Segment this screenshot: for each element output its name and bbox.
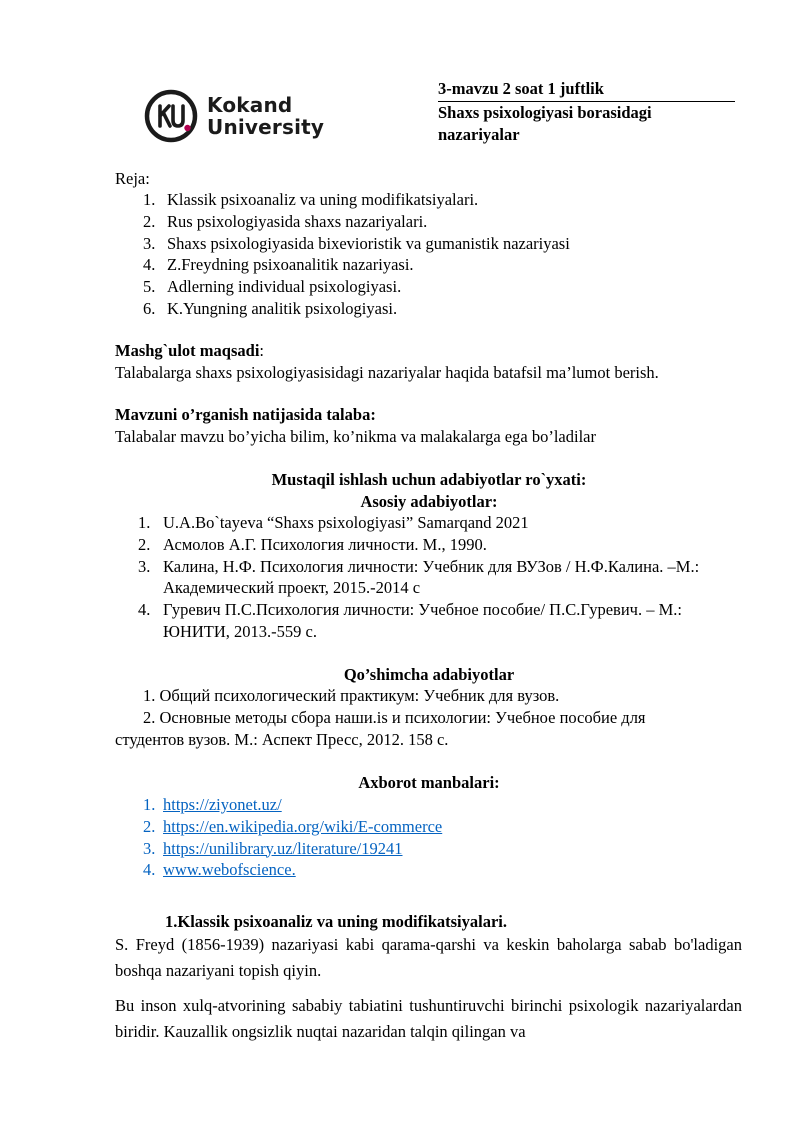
plan-item [143, 276, 570, 298]
plan-list [143, 189, 570, 320]
section-paragraph: Bu inson xulq-atvorining sababiy tabiatini tushuntiruvchi birinchi psixologik nazariyalardan biridir. Kauzallik ongsizlik nuqtai nazaridan talqin qilingan va [115, 996, 742, 1041]
literature-item [138, 556, 738, 600]
literature-item-text: Гуревич П.С.Психология личности: Учебное пособие/ П.С.Гуревич. – М.: ЮНИТИ, 2013.-559 с. [163, 600, 682, 641]
basic-literature-list [138, 512, 738, 643]
literature-item-number: 3. [138, 556, 151, 576]
literature-item-text: Асмолов А.Г. Психология личности. М., 1990. [163, 534, 487, 554]
logo-line-2: University [207, 115, 325, 139]
literature-item-text: Калина, Н.Ф. Психология личности: Учебник для ВУЗов / Н.Ф.Калина. –М.: Академический проект, 2015.-2014 с [163, 556, 700, 598]
info-source-link[interactable]: https://en.wikipedia.org/wiki/E-commerce [163, 816, 443, 836]
plan-item [143, 211, 570, 233]
additional-literature-list [115, 685, 743, 750]
info-source-number: 1. [143, 795, 156, 814]
info-source-link[interactable]: https://unilibrary.uz/literature/19241 [163, 838, 403, 858]
topic-session-info: 3-mavzu 2 soat 1 juftlik [438, 78, 735, 102]
plan-item-text: Klassik psixoanaliz va uning modifikatsiyalari. [167, 190, 479, 209]
plan-item [143, 254, 570, 276]
literature-heading [115, 469, 743, 513]
logo-wordmark [207, 94, 324, 138]
topic-title: Shaxs psixologiyasi borasidagi nazariyalar [438, 103, 652, 144]
plan-item-text: Z.Freydning psixoanalitik nazariyasi. [167, 255, 414, 275]
additional-literature-title: Qo’shimcha adabiyotlar [343, 665, 515, 684]
info-source-item [143, 838, 442, 860]
logo-line-1: Kokand [207, 93, 293, 117]
info-sources-list [143, 794, 442, 881]
plan-item-number: 2. [143, 211, 156, 231]
additional-literature-line: 2. Основные методы сбора наши.is и психологии: Учебное пособие для [143, 707, 646, 727]
section-title: 1.Klassik psixoanaliz va uning modifikatsiyalari. [165, 912, 507, 931]
info-source-number: 2. [143, 816, 156, 836]
literature-list-title: Mustaqil ishlash uchun adabiyotlar ro`yxati: [271, 470, 587, 489]
plan-item-text: Rus psixologiyasida shaxs nazariyalari. [167, 211, 428, 231]
plan-item-number: 4. [143, 255, 156, 275]
plan-title: Reja: [115, 169, 150, 188]
topic-header [438, 78, 735, 146]
result-text: Talabalar mavzu bo’yicha bilim, ko’nikma va malakalarga ega bo’ladilar [115, 426, 596, 446]
plan-item-text: K.Yungning analitik psixologiyasi. [167, 298, 398, 318]
info-source-number: 3. [143, 838, 156, 858]
literature-item [138, 512, 738, 534]
info-sources-title: Axborot manbalari: [358, 773, 500, 792]
result-heading: Mavzuni o’rganish natijasida talaba: [115, 405, 376, 424]
basic-literature-title: Asosiy adabiyotlar: [360, 491, 498, 511]
literature-item-number: 2. [138, 534, 151, 554]
info-source-link[interactable]: https://ziyonet.uz/ [163, 795, 282, 814]
ku-logo-icon [143, 88, 199, 144]
goal-colon: : [259, 341, 264, 360]
plan-item-number: 3. [143, 233, 156, 253]
plan-item [143, 298, 570, 320]
plan-item-text: Shaxs psixologiyasida bixevioristik va gumanistik nazariyasi [167, 233, 570, 253]
goal-heading [115, 340, 743, 362]
info-source-link[interactable]: www.webofscience. [163, 860, 296, 880]
plan-item [143, 189, 570, 211]
literature-item-text: U.A.Bo`tayeva “Shaxs psixologiyasi” Samarqand 2021 [163, 513, 529, 532]
additional-literature-line: студентов вузов. М.: Аспект Пресс, 2012. 158 с. [115, 729, 449, 749]
goal-text: Talabalarga shaxs psixologiyasisidagi nazariyalar haqida batafsil ma’lumot berish. [115, 362, 659, 382]
goal-section [115, 340, 743, 384]
plan-item-number: 1. [143, 190, 156, 209]
info-source-item [143, 816, 442, 838]
info-source-item [143, 859, 442, 881]
section-paragraph: S. Freyd (1856-1939) nazariyasi kabi qarama-qarshi va keskin baholarga sabab bo'ladigan boshqa nazariyani topish qiyin. [115, 935, 742, 980]
info-source-item [143, 794, 442, 816]
plan-item [143, 233, 570, 255]
info-source-number: 4. [143, 860, 156, 880]
literature-item [138, 599, 738, 643]
plan-item-number: 5. [143, 277, 156, 297]
additional-literature-line: 1. Общий психологический практикум: Учебник для вузов. [143, 686, 560, 705]
plan-item-text: Adlerning individual psixologiyasi. [167, 277, 402, 297]
goal-label: Mashg`ulot maqsadi [115, 341, 260, 360]
literature-item-number: 1. [138, 513, 151, 532]
result-section [115, 404, 743, 448]
literature-item-number: 4. [138, 600, 151, 620]
literature-item [138, 534, 738, 556]
plan-item-number: 6. [143, 298, 156, 318]
kokand-university-logo [143, 88, 324, 144]
